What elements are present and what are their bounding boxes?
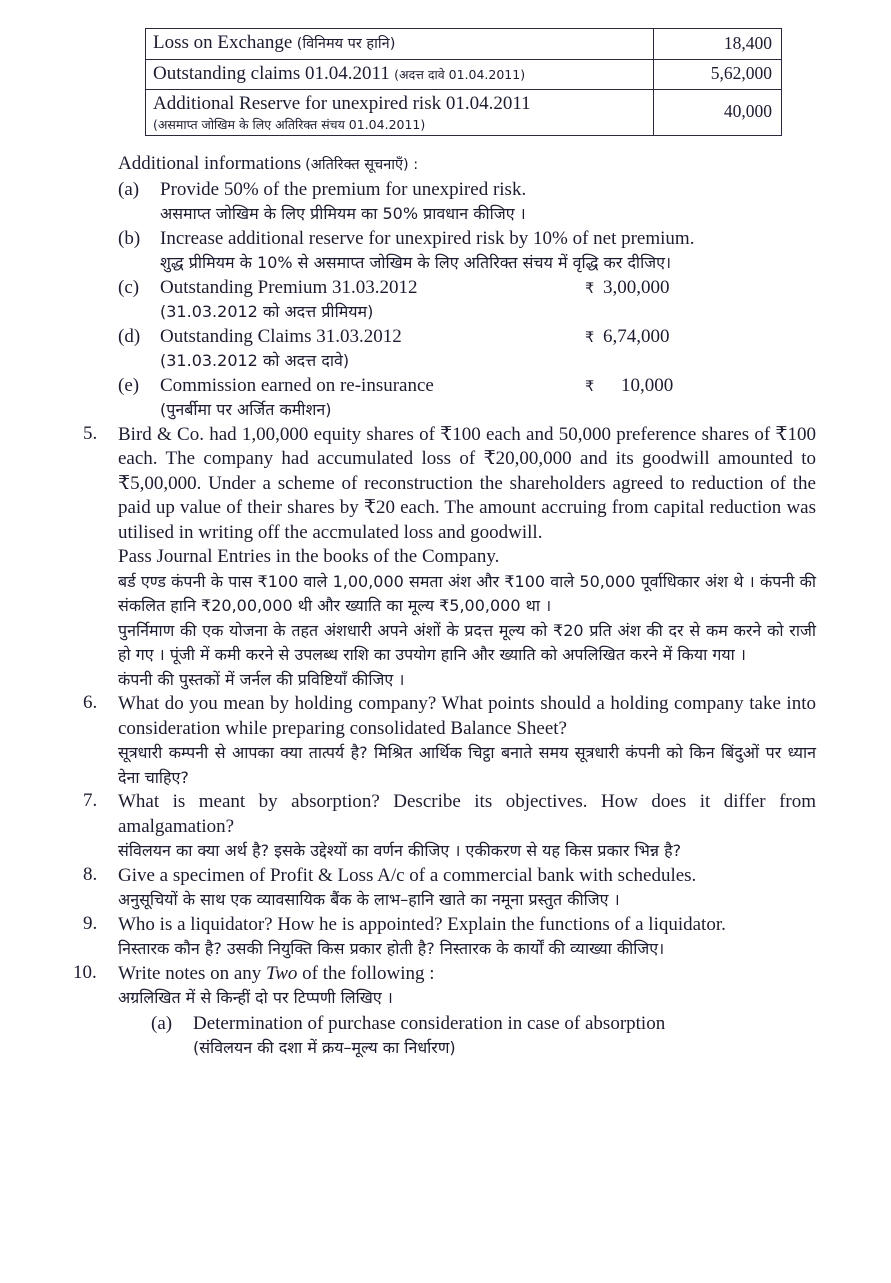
additional-info-heading-hi: (अतिरिक्त सूचनाएँ) : [305, 157, 419, 173]
question-text-hi: अग्रलिखित में से किन्हीं दो पर टिप्पणी लिखिए । [118, 988, 393, 1007]
table-cell-amount: 5,62,000 [654, 59, 782, 90]
item-text-en: Outstanding Premium 31.03.2012 [160, 276, 418, 298]
question-text-en: Who is a liquidator? How he is appointed? Explain the functions of a liquidator. [118, 913, 726, 935]
question-text-en: Bird & Co. had 1,00,000 equity shares of ₹100 each and 50,000 preference shares of ₹100 each. The company had accumulated loss of ₹20,00,000 and its goodwill amounted to ₹5,00,000. Under a scheme of reconstruction the shareholders agreed to reduction of the paid up value of their shares by ₹20 each. The amount accruing from capital reduction was utilised in writing off the accmulated loss and goodwill. [118, 423, 816, 543]
question-10 [73, 961, 816, 1061]
additional-info-item-d [118, 325, 891, 374]
table-cell-amount: 18,400 [654, 29, 782, 60]
amount-value: 3,00,000 [603, 276, 670, 298]
additional-info-item-c [118, 276, 891, 325]
item-text-en: Increase additional reserve for unexpired risk by 10% of net premium. [160, 227, 695, 249]
question-number: 5. [83, 422, 98, 444]
additional-info-item-b [118, 227, 891, 276]
document-body [0, 152, 891, 1061]
table-label-en: Additional Reserve for unexpired risk 01.04.2011 [153, 93, 531, 114]
item-marker: (c) [118, 276, 140, 298]
item-text-en: Provide 50% of the premium for unexpired risk. [160, 178, 527, 200]
question-text-en: Give a specimen of Profit & Loss A/c of a commercial bank with schedules. [118, 864, 697, 886]
rupee-symbol: ₹ [585, 378, 595, 395]
question-7 [85, 790, 816, 864]
item-marker: (b) [118, 227, 141, 249]
question-text-hi: निस्तारक कौन है? उसकी नियुक्ति किस प्रकार होती है? निस्तारक के कार्यों की व्याख्या कीजिए। [118, 939, 665, 958]
question-number: 9. [83, 912, 98, 934]
table-label-en: Outstanding claims 01.04.2011 [153, 62, 390, 84]
table-row [146, 90, 782, 136]
additional-info-heading [118, 152, 891, 177]
question-text-en: What do you mean by holding company? What points should a holding company take into consideration while preparing consolidated Balance Sheet? [118, 693, 816, 739]
question-9 [85, 913, 816, 962]
table-cell-label [146, 90, 654, 136]
item-amount [585, 325, 670, 351]
question-text-en [118, 962, 816, 987]
question-text-hi: बर्ड एण्ड कंपनी के पास ₹100 वाले 1,00,000 समता अंश और ₹100 वाले 50,000 पूर्वाधिकार अंश थे । कंपनी की संकलित हानि ₹20,00,000 थी और ख्याति का मूल्य ₹5,00,000 था । [118, 571, 816, 615]
item-marker: (a) [151, 1012, 173, 1034]
question-number: 8. [83, 863, 98, 885]
rupee-symbol: ₹ [585, 329, 595, 346]
table-label-hi: (विनिमय पर हानि) [296, 36, 396, 52]
table-cell-amount: 40,000 [654, 90, 782, 136]
additional-info-heading-en: Additional informations [118, 153, 302, 174]
item-text-hi: शुद्ध प्रीमियम के 10% से असमाप्त जोखिम के लिए अतिरिक्त संचय में वृद्धि कर दीजिए। [160, 253, 672, 272]
question-8 [85, 864, 816, 913]
question-text-hi: अनुसूचियों के साथ एक व्यावसायिक बैंक के लाभ–हानि खाते का नमूना प्रस्तुत कीजिए । [118, 890, 620, 909]
question-6 [85, 692, 816, 790]
item-text-hi: असमाप्त जोखिम के लिए प्रीमियम का 50% प्रावधान कीजिए । [160, 204, 526, 223]
item-text-hi: (31.03.2012 को अदत्त प्रीमियम) [160, 302, 374, 321]
table-label-hi: (असमाप्त जोखिम के लिए अतिरिक्त संचय 01.04.2011) [153, 116, 426, 132]
item-amount [585, 374, 673, 400]
item-text-en: Determination of purchase consideration in case of absorption [193, 1012, 666, 1034]
financial-figures-table [145, 28, 772, 136]
question-10-item-a [151, 1012, 816, 1061]
table-cell-label [146, 29, 654, 60]
rupee-symbol: ₹ [585, 280, 595, 297]
q10-lead-italic: Two [266, 962, 298, 984]
amount-value: 6,74,000 [603, 325, 670, 347]
item-marker: (e) [118, 374, 140, 396]
item-text-hi: (31.03.2012 को अदत्त दावे) [160, 351, 350, 370]
table-row [146, 59, 782, 90]
table-row [146, 29, 782, 60]
question-number: 7. [83, 790, 98, 811]
q10-lead-before: Write notes on any [118, 962, 267, 984]
question-number: 6. [83, 692, 98, 713]
item-text-hi: (संविलयन की दशा में क्रय–मूल्य का निर्धारण) [193, 1038, 456, 1057]
question-text-hi: सूत्रधारी कम्पनी से आपका क्या तात्पर्य है? मिश्रित आर्थिक चिट्ठा बनाते समय सूत्रधारी कंपनी को किन बिंदुओं पर ध्यान देना चाहिए? [118, 743, 816, 787]
item-amount [585, 276, 670, 302]
question-text-hi: कंपनी की पुस्तकों में जर्नल की प्रविष्टियाँ कीजिए । [118, 669, 405, 689]
question-5 [85, 423, 816, 693]
additional-info-item-e [118, 374, 891, 423]
additional-info-item-a [118, 178, 891, 227]
question-text-en: Pass Journal Entries in the books of the Company. [118, 546, 500, 567]
question-text-hi: संविलयन का क्या अर्थ है? इसके उद्देश्यों का वर्णन कीजिए । एकीकरण से यह किस प्रकार भिन्न है? [118, 841, 682, 860]
table-cell-label [146, 59, 654, 90]
question-text-en: What is meant by absorption? Describe its objectives. How does it differ from amalgamation? [118, 791, 816, 837]
item-text-en: Outstanding Claims 31.03.2012 [160, 325, 402, 347]
table-label-hi: (अदत्त दावे 01.04.2011) [394, 66, 526, 82]
amount-value: 10,000 [621, 374, 674, 396]
item-text-en: Commission earned on re-insurance [160, 374, 434, 396]
question-text-hi: पुनर्निमाण की एक योजना के तहत अंशधारी अपने अंशों के प्रदत्त मूल्य को ₹20 प्रति अंश की दर से कम करने को राजी हो गए । पूंजी में कमी करने से उपलब्ध राशि का उपयोग हानि और ख्याति को अपलिखित करने में किया गया । [118, 620, 816, 664]
item-marker: (a) [118, 178, 140, 200]
table-label-en: Loss on Exchange [153, 32, 293, 53]
q10-lead-after: of the following : [297, 962, 435, 984]
item-text-hi: (पुनर्बीमा पर अर्जित कमीशन) [160, 400, 332, 419]
item-marker: (d) [118, 325, 141, 347]
question-number: 10. [73, 961, 97, 983]
